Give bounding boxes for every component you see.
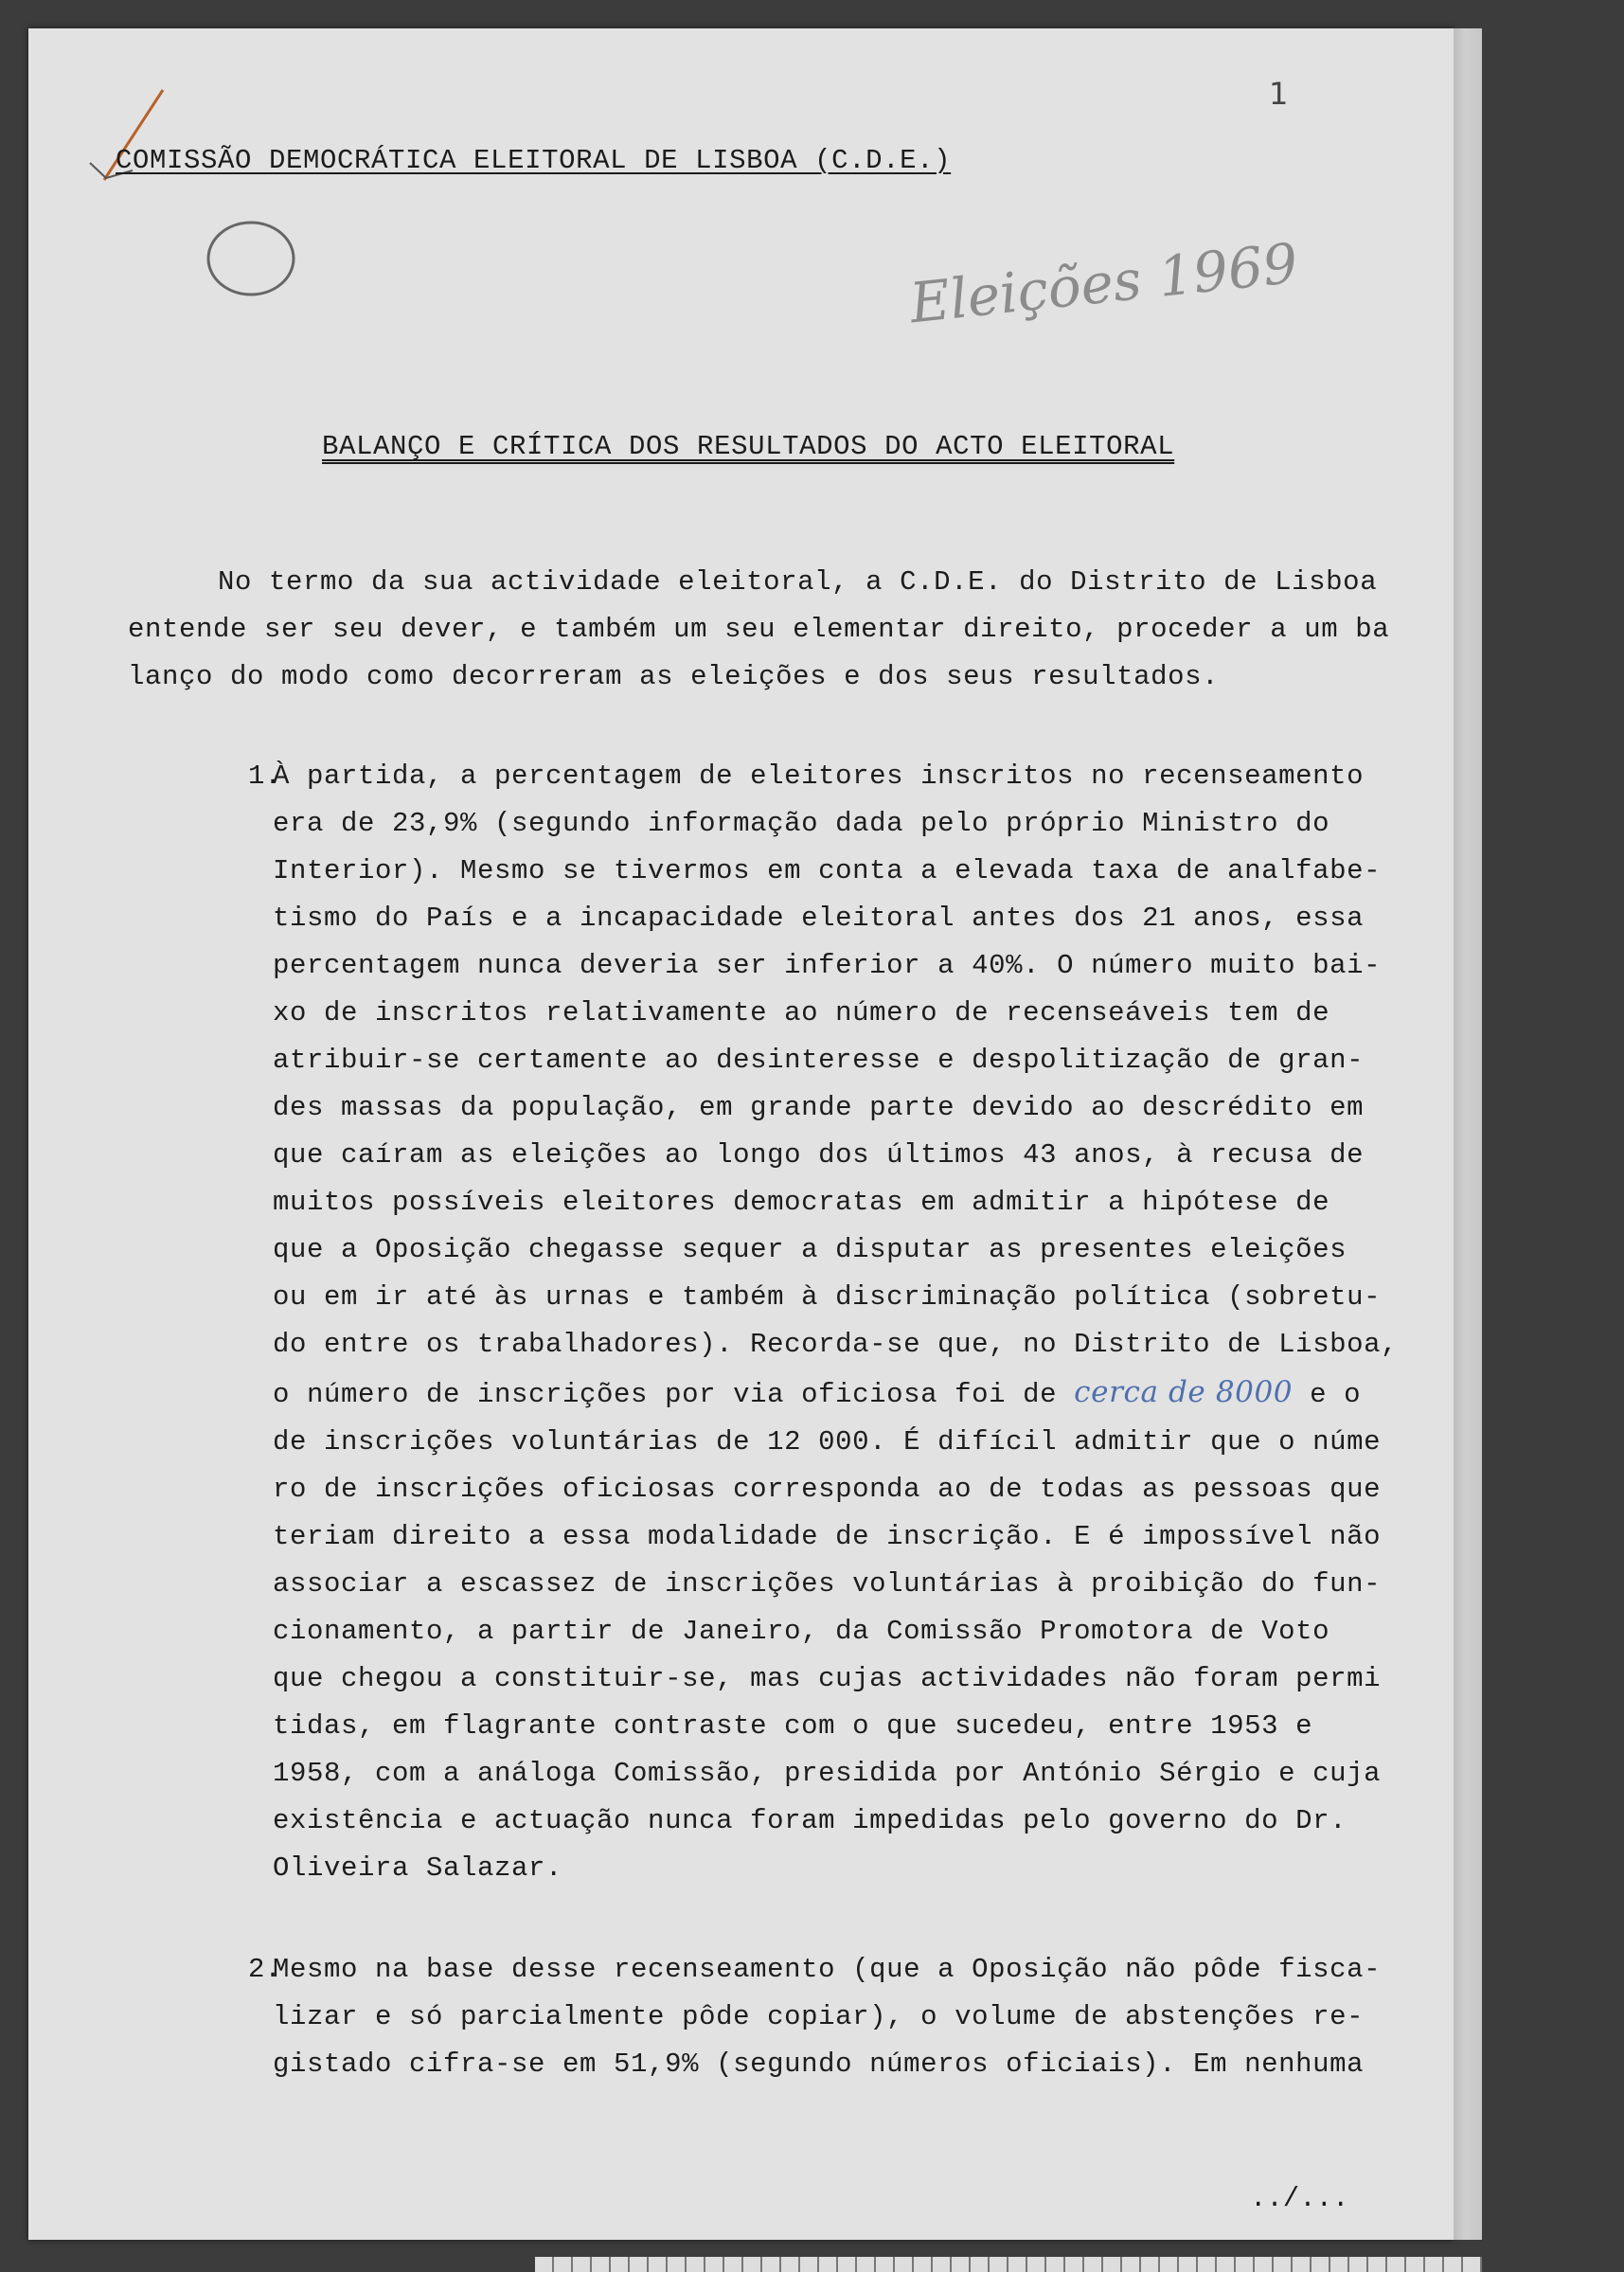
underlying-page-edge bbox=[1454, 28, 1482, 2240]
paragraph-line: ro de inscrições oficiosas corresponda ao de todas as pessoas que bbox=[273, 1474, 1382, 1505]
paragraph-line: 1958, com a análoga Comissão, presidida por António Sérgio e cuja bbox=[273, 1758, 1382, 1789]
paragraph-line: percentagem nunca deveria ser inferior a 40%. O número muito bai- bbox=[273, 950, 1382, 981]
paragraph-line: ou em ir até às urnas e também à discriminação política (sobretu- bbox=[273, 1281, 1382, 1313]
item-number: 1. bbox=[248, 760, 281, 792]
paragraph-line: que a Oposição chegasse sequer a disputar as presentes eleições bbox=[273, 1234, 1347, 1265]
paper-sheet bbox=[28, 28, 1454, 2240]
paragraph-line: associar a escassez de inscrições voluntárias à proibição do fun- bbox=[273, 1568, 1382, 1600]
handwritten-annotation: Eleições 1969 bbox=[906, 230, 1301, 336]
paragraph-line: teriam direito a essa modalidade de inscrição. E é impossível não bbox=[273, 1521, 1382, 1552]
paragraph-line: xo de inscritos relativamente ao número de recenseáveis tem de bbox=[273, 997, 1330, 1029]
intro-line: entende ser seu dever, e também um seu elementar direito, proceder a um ba bbox=[128, 614, 1390, 645]
pencil-circle-mark bbox=[199, 213, 303, 308]
intro-line: lanço do modo como decorreram as eleições e dos seus resultados. bbox=[128, 661, 1220, 692]
paragraph-line: Interior). Mesmo se tivermos em conta a elevada taxa de analfabe- bbox=[273, 855, 1382, 886]
paragraph-line: Oliveira Salazar. bbox=[273, 1852, 563, 1884]
paragraph-line: Mesmo na base desse recenseamento (que a Oposição não pôde fisca- bbox=[273, 1954, 1382, 1985]
paragraph-line: cionamento, a partir de Janeiro, da Comissão Promotora de Voto bbox=[273, 1616, 1330, 1647]
intro-line: No termo da sua actividade eleitoral, a C.D.E. do Distrito de Lisboa bbox=[218, 566, 1378, 598]
paragraph-line-with-insert bbox=[273, 1369, 1398, 1419]
paragraph-line-text: o número de inscrições por via oficiosa foi de bbox=[273, 1379, 1058, 1410]
paragraph-line: À partida, a percentagem de eleitores inscritos no recenseamento bbox=[273, 760, 1365, 792]
paragraph-line: era de 23,9% (segundo informação dada pelo próprio Ministro do bbox=[273, 808, 1330, 839]
scan-ruler bbox=[535, 2257, 1482, 2272]
paragraph-line: muitos possíveis eleitores democratas em admitir a hipótese de bbox=[273, 1187, 1330, 1218]
paragraph-line: existência e actuação nunca foram impedidas pelo governo do Dr. bbox=[273, 1805, 1347, 1836]
paragraph-line: gistado cifra-se em 51,9% (segundo números oficiais). Em nenhuma bbox=[273, 2048, 1365, 2080]
paragraph-line: tismo do País e a incapacidade eleitoral antes dos 21 anos, essa bbox=[273, 903, 1365, 934]
continuation-mark: ../... bbox=[1250, 2183, 1349, 2214]
item-1-paragraph bbox=[273, 753, 1398, 1892]
paragraph-line: que chegou a constituir-se, mas cujas actividades não foram permi bbox=[273, 1663, 1382, 1694]
paragraph-line: lizar e só parcialmente pôde copiar), o volume de abstenções re- bbox=[273, 2001, 1365, 2032]
paragraph-line: tidas, em flagrante contraste com o que sucedeu, entre 1953 e bbox=[273, 1710, 1313, 1742]
item-2-paragraph bbox=[273, 1946, 1381, 2088]
organization-header: COMISSÃO DEMOCRÁTICA ELEITORAL DE LISBOA (C.D.E.) bbox=[116, 145, 952, 176]
intro-paragraph bbox=[128, 559, 1390, 701]
paragraph-line-tail: e o bbox=[1310, 1379, 1362, 1410]
item-number: 2. bbox=[248, 1954, 281, 1985]
paragraph-line: des massas da população, em grande parte devido ao descrédito em bbox=[273, 1092, 1365, 1123]
paragraph-line: atribuir-se certamente ao desinteresse e despolitização de gran- bbox=[273, 1045, 1365, 1076]
document-title: BALANÇO E CRÍTICA DOS RESULTADOS DO ACTO ELEITORAL bbox=[322, 431, 1175, 462]
handwritten-insert: cerca de 8000 bbox=[1074, 1375, 1294, 1409]
paragraph-line: do entre os trabalhadores). Recorda-se que, no Distrito de Lisboa, bbox=[273, 1329, 1399, 1360]
page-number: 1 bbox=[1269, 76, 1289, 112]
paragraph-line: que caíram as eleições ao longo dos últimos 43 anos, à recusa de bbox=[273, 1139, 1365, 1171]
paragraph-line: de inscrições voluntárias de 12 000. É difícil admitir que o núme bbox=[273, 1426, 1382, 1458]
